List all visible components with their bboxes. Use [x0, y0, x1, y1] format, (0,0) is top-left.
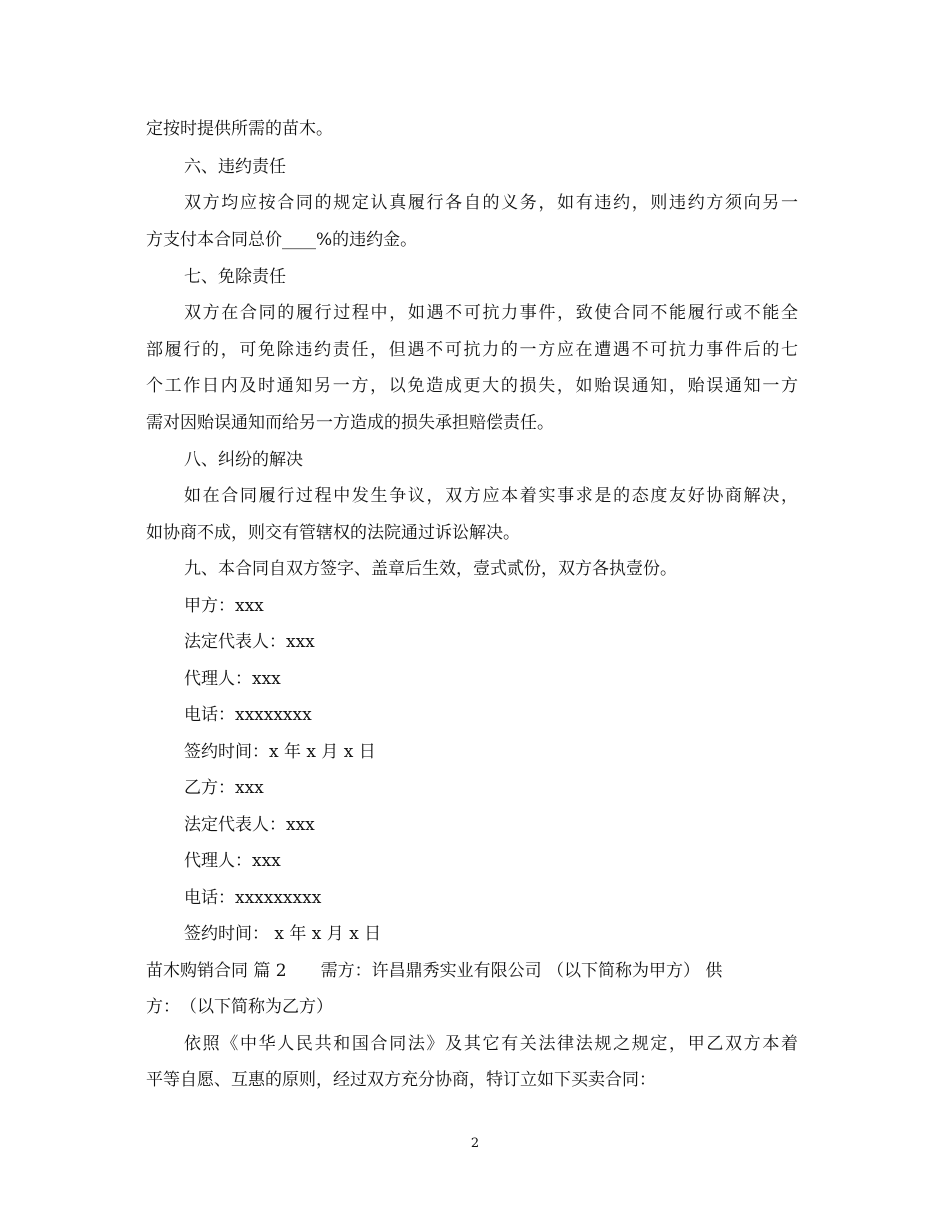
- party-b-representative: 法定代表人：xxx: [184, 815, 315, 835]
- party-a-sign-date: 签约时间：x 年 x 月 x 日: [184, 742, 376, 762]
- party-b-agent: 代理人：xxx: [184, 851, 281, 871]
- party-a-phone: 电话：xxxxxxxx: [184, 705, 312, 725]
- paragraph-line: 方： （以下简称为乙方）: [146, 997, 333, 1017]
- paragraph-line: 部履行的，可免除违约责任，但遇不可抗力的一方应在遭遇不可抗力事件后的七: [146, 340, 798, 360]
- party-b-sign-date: 签约时间： x 年 x 月 x 日: [184, 924, 382, 944]
- paragraph-line: 如协商不成，则交有管辖权的法院通过诉讼解决。: [146, 523, 520, 543]
- page-number: 2: [470, 1136, 480, 1151]
- paragraph-line: 个工作日内及时通知另一方，以免造成更大的损失，如贻误通知，贻误通知一方: [146, 376, 798, 396]
- paragraph-line: 方支付本合同总价____%的违约金。: [146, 230, 418, 250]
- paragraph-line: 需对因贻误通知而给另一方造成的损失承担赔偿责任。: [146, 413, 554, 433]
- paragraph-line: 双方均应按合同的规定认真履行各自的义务，如有违约，则违约方须向另一: [184, 193, 798, 213]
- section-heading-exemption: 七、免除责任: [184, 267, 286, 287]
- paragraph-line: 依照《中华人民共和国合同法》及其它有关法律法规之规定，甲乙双方本着: [184, 1034, 798, 1054]
- paragraph-line: 双方在合同的履行过程中，如遇不可抗力事件，致使合同不能履行或不能全: [184, 303, 798, 323]
- paragraph-line: 定按时提供所需的苗木。: [146, 119, 333, 139]
- party-b-phone: 电话：xxxxxxxxx: [184, 888, 322, 908]
- section-heading-disputes: 八、纠纷的解决: [184, 450, 303, 470]
- party-b-name: 乙方：xxx: [184, 778, 264, 798]
- paragraph-line: 九、本合同自双方签字、盖章后生效，壹式贰份，双方各执壹份。: [184, 559, 677, 579]
- paragraph-line: 平等自愿、互惠的原则，经过双方充分协商，特订立如下买卖合同：: [146, 1070, 656, 1090]
- paragraph-line: 如在合同履行过程中发生争议，双方应本着实事求是的态度友好协商解决，: [184, 486, 798, 506]
- section-heading-breach: 六、违约责任: [184, 157, 286, 177]
- party-a-name: 甲方：xxx: [184, 596, 264, 616]
- contract-2-heading: 苗木购销合同 篇 2 需方：许昌鼎秀实业有限公司 （以下简称为甲方） 供: [146, 961, 723, 981]
- party-a-agent: 代理人：xxx: [184, 669, 281, 689]
- party-a-representative: 法定代表人：xxx: [184, 632, 315, 652]
